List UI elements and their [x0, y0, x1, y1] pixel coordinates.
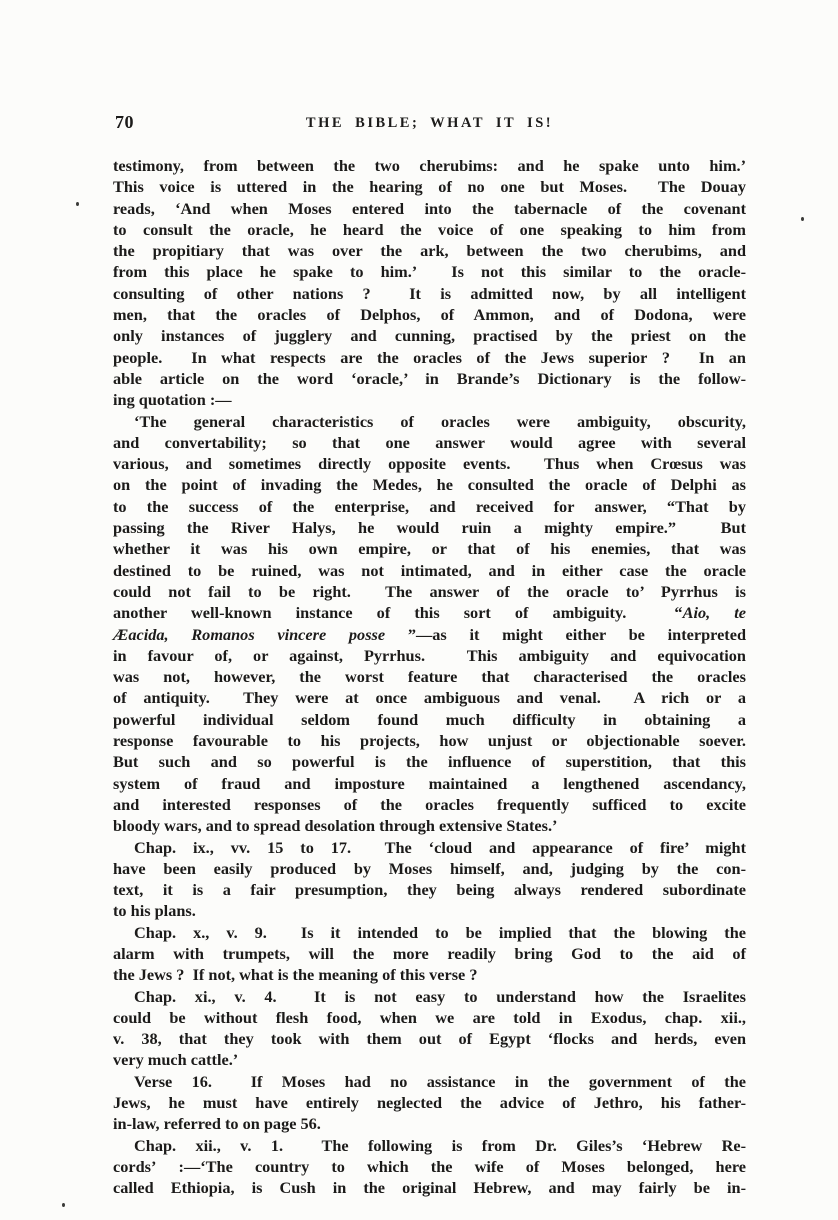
body-text — [113, 155, 746, 1199]
text-line: Chap. ix., vv. 15 to 17. The ‘cloud and appearance of fire’ might — [134, 837, 746, 857]
text-line: to the success of the enterprise, and received for answer, “That by — [113, 496, 746, 516]
text-line: system of fraud and imposture maintained a lengthened ascendancy, — [113, 773, 746, 793]
text-line: the Jews ? If not, what is the meaning of this verse ? — [113, 965, 478, 985]
text-line: Chap. xii., v. 1. The following is from Dr. Giles’s ‘Hebrew Re- — [134, 1135, 746, 1155]
text-line: whether it was his own empire, or that of his enemies, that was — [113, 539, 746, 559]
text-line: able article on the word ‘oracle,’ in Brande’s Dictionary is the follow- — [113, 368, 746, 388]
text-line: text, it is a fair presumption, they being always rendered subordinate — [113, 880, 746, 900]
text-line: only instances of jugglery and cunning, practised by the priest on the — [113, 326, 746, 346]
text-line: called Ethiopia, is Cush in the original Hebrew, and may fairly be in- — [113, 1178, 746, 1198]
text-line: cords’ :—‘The country to which the wife of Moses belonged, here — [113, 1156, 746, 1176]
text-line: But such and so powerful is the influence of superstition, that this — [113, 752, 746, 772]
text-line: alarm with trumpets, will the more readily bring God to the aid of — [113, 943, 746, 963]
text-line: v. 38, that they took with them out of Egypt ‘flocks and herds, even — [113, 1029, 746, 1049]
text-line: and convertability; so that one answer would agree with several — [113, 432, 746, 452]
text-line: and interested responses of the oracles frequently sufficed to excite — [113, 794, 746, 814]
running-title: THE BIBLE; WHAT IT IS! — [305, 115, 554, 131]
text-line: of antiquity. They were at once ambiguous and venal. A rich or a — [113, 688, 746, 708]
text-line: passing the River Halys, he would ruin a mighty empire.” But — [113, 518, 746, 538]
text-line: consulting of other nations ? It is admitted now, by all intelligent — [113, 283, 746, 303]
text-line: ‘The general characteristics of oracles were ambiguity, obscurity, — [134, 411, 746, 431]
text-line: This voice is uttered in the hearing of no one but Moses. The Douay — [113, 177, 746, 197]
text-line: the propitiary that was over the ark, between the two cherubims, and — [113, 241, 746, 261]
text-line: to his plans. — [113, 901, 196, 921]
text-line: to consult the oracle, he heard the voice of one speaking to him from — [113, 219, 746, 239]
text-line: men, that the oracles of Delphos, of Ammon, and of Dodona, were — [113, 305, 746, 325]
text-line: Jews, he must have entirely neglected the advice of Jethro, his father- — [113, 1093, 746, 1113]
text-line: have been easily produced by Moses himself, and, judging by the con- — [113, 858, 746, 878]
text-line: in favour of, or against, Pyrrhus. This ambiguity and equivocation — [113, 645, 746, 665]
text-line: Chap. x., v. 9. Is it intended to be implied that the blowing the — [134, 922, 746, 942]
text-line: very much cattle.’ — [113, 1050, 239, 1070]
page-header — [113, 112, 746, 140]
text-line: people. In what respects are the oracles of the Jews superior ? In an — [113, 347, 746, 367]
text-line: destined to be ruined, was not intimated, and in either case the oracle — [113, 560, 746, 580]
text-line: could not fail to be right. The answer of the oracle to’ Pyrrhus is — [113, 581, 746, 601]
text-line: could be without flesh food, when we are told in Exodus, chap. xii., — [113, 1007, 746, 1027]
text-line: bloody wars, and to spread desolation through extensive States.’ — [113, 816, 558, 836]
text-line: on the point of invading the Medes, he consulted the oracle of Delphi as — [113, 475, 746, 495]
text-line: Verse 16. If Moses had no assistance in the government of the — [134, 1071, 746, 1091]
page-number: 70 — [115, 112, 134, 132]
text-line: in-law, referred to on page 56. — [113, 1114, 321, 1134]
text-line: testimony, from between the two cherubims: and he spake unto him.’ — [113, 156, 746, 175]
scan-speck — [76, 202, 79, 206]
text-line: Chap. xi., v. 4. It is not easy to understand how the Israelites — [134, 986, 746, 1006]
text-line: another well-known instance of this sort of ambiguity. “Aio, te — [113, 603, 746, 623]
text-line: Æacida, Romanos vincere posse ”—as it might either be interpreted — [113, 624, 746, 644]
text-line: response favourable to his projects, how unjust or objectionable soever. — [113, 731, 746, 751]
text-line: powerful individual seldom found much difficulty in obtaining a — [113, 709, 746, 729]
text-line: from this place he spake to him.’ Is not this similar to the oracle- — [113, 262, 746, 282]
text-line: ing quotation :— — [113, 390, 232, 410]
text-line: reads, ‘And when Moses entered into the tabernacle of the covenant — [113, 198, 746, 218]
scan-speck — [801, 217, 804, 221]
text-line: various, and sometimes directly opposite events. Thus when Crœsus was — [113, 454, 746, 474]
scan-speck — [62, 1203, 65, 1207]
text-line: was not, however, the worst feature that characterised the oracles — [113, 667, 746, 687]
